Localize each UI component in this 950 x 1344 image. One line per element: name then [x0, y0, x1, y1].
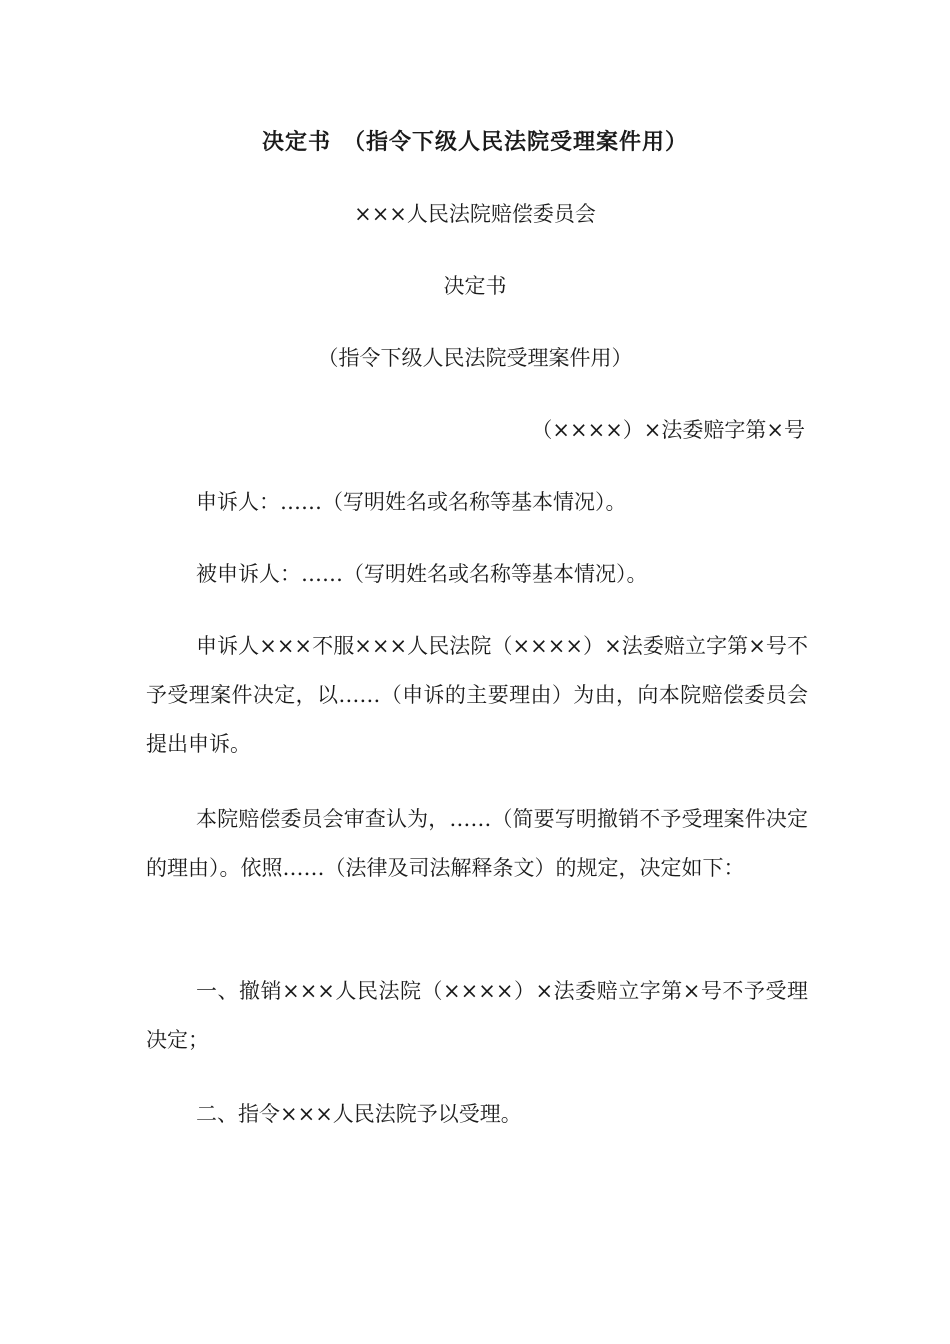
court-name: ×××人民法院赔偿委员会 — [354, 202, 596, 226]
paragraph-decision-item-2: 二、指令×××人民法院予以受理。 — [196, 1102, 522, 1126]
paragraph-respondent: 被申诉人：……（写明姓名或名称等基本情况）。 — [196, 562, 648, 586]
document-subtitle: （指令下级人民法院受理案件用） — [317, 346, 633, 370]
paragraph-appeal-facts: 申诉人×××不服×××人民法院（××××）×法委赔立字第×号不予受理案件决定，以……（申诉的主要理由）为由，向本院赔偿委员会提出申诉。 — [146, 634, 808, 756]
paragraph-review-opinion: 本院赔偿委员会审查认为，……（简要写明撤销不予受理案件决定的理由）。依照……（法律及司法解释条文）的规定，决定如下： — [146, 807, 808, 880]
main-title: 决定书 （指令下级人民法院受理案件用） — [261, 129, 688, 155]
case-number: （××××）×法委赔字第×号 — [531, 418, 805, 442]
paragraph-appellant: 申诉人：……（写明姓名或名称等基本情况）。 — [196, 490, 627, 514]
paragraph-decision-item-1: 一、撤销×××人民法院（××××）×法委赔立字第×号不予受理决定； — [146, 979, 809, 1052]
document-title: 决定书 — [443, 274, 507, 298]
